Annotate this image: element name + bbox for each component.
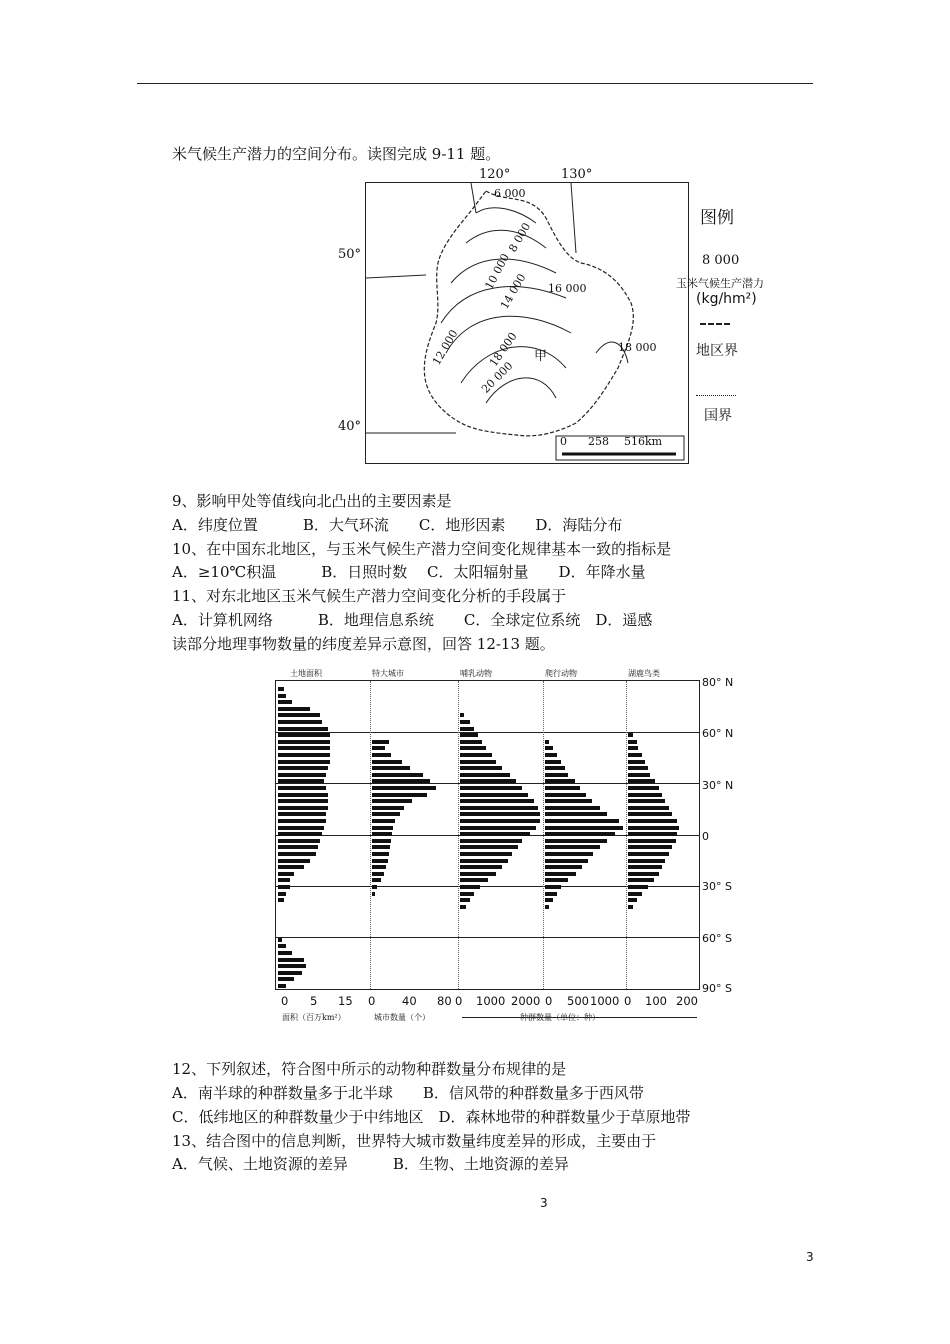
chart-bar — [278, 872, 294, 876]
lat-label: 60° S — [702, 932, 732, 945]
chart-bar — [278, 753, 330, 757]
chart-bar — [460, 885, 480, 889]
chart-bar — [545, 872, 576, 876]
scale-label-258: 258 — [588, 435, 609, 448]
question-line: A．南半球的种群数量多于北半球 B．信风带的种群数量多于西风带 — [172, 1084, 644, 1102]
chart-bar — [278, 958, 304, 962]
scale-label-0: 0 — [560, 435, 567, 448]
legend-contour-value: 8 000 — [702, 253, 740, 268]
chart-bar — [628, 786, 659, 790]
chart-bar — [545, 746, 553, 750]
chart-bar — [545, 773, 568, 777]
chart-bar — [460, 779, 516, 783]
chart-bar — [278, 806, 328, 810]
chart-bar — [278, 819, 326, 823]
question-line: A．气候、土地资源的差异 B．生物、土地资源的差异 — [172, 1155, 569, 1173]
tick-label: 40 — [402, 994, 417, 1008]
chart-bar — [545, 793, 586, 797]
contour-label: 12 000 — [429, 327, 461, 368]
chart-bar — [278, 773, 326, 777]
chart-bar — [372, 806, 404, 810]
chart-bar — [278, 746, 330, 750]
chart-bar — [278, 852, 316, 856]
chart-bar — [372, 859, 388, 863]
panel-title: 爬行动物 — [545, 669, 577, 678]
legend-unit: (kg/hm²) — [696, 291, 757, 307]
chart-bar — [372, 740, 389, 744]
chart-bar — [372, 865, 386, 869]
question-line: 13、结合图中的信息判断，世界特大城市数量纬度差异的形成，主要由于 — [172, 1132, 657, 1150]
chart-bar — [278, 786, 326, 790]
chart-bar — [278, 694, 286, 698]
chart-bar — [278, 984, 286, 988]
chart-bar — [278, 760, 330, 764]
chart-bar — [628, 773, 650, 777]
lat-label: 60° N — [702, 727, 734, 740]
contour-label: 10 000 — [482, 251, 513, 292]
chart-bar — [372, 779, 430, 783]
chart-bar — [460, 746, 486, 750]
chart-bar — [545, 865, 582, 869]
chart-bar — [278, 832, 322, 836]
lat-label: 30° N — [702, 779, 734, 792]
tick-label: 500 — [567, 994, 589, 1008]
chart-bar — [372, 872, 384, 876]
chart-bar — [628, 898, 637, 902]
contour-label: 14 000 — [497, 271, 529, 312]
panel-title: 特大城市 — [372, 669, 404, 678]
chart-bar — [460, 839, 522, 843]
chart-bar — [545, 826, 623, 830]
chart-bar — [278, 839, 320, 843]
contour-label: 8 000 — [506, 220, 534, 255]
chart-bar — [545, 799, 592, 803]
question-line: A．纬度位置 B．大气环流 C．地形因素 D．海陆分布 — [172, 516, 623, 534]
lon-label-120: 120° — [479, 167, 511, 182]
chart-bar — [545, 806, 600, 810]
chart-bar — [460, 832, 530, 836]
chart-bar — [628, 878, 654, 882]
chart-bar — [545, 885, 561, 889]
chart-bar — [545, 905, 549, 909]
tick-label: 1000 — [476, 994, 506, 1008]
chart-bar — [460, 905, 466, 909]
chart-bar — [628, 740, 637, 744]
chart-bar — [278, 898, 284, 902]
chart-bar — [460, 760, 496, 764]
chart-bar — [460, 720, 470, 724]
legend-national-boundary: 国界 — [704, 408, 732, 424]
chart-bar — [372, 885, 377, 889]
legend-dash-symbol — [700, 323, 730, 325]
chart-bar — [278, 713, 320, 717]
chart-bar — [278, 707, 310, 711]
chart-bar — [372, 793, 427, 797]
chart-bar — [278, 878, 290, 882]
chart-bar — [545, 832, 615, 836]
chart-bar — [545, 819, 619, 823]
chart-bar — [372, 878, 381, 882]
chart-bar — [628, 885, 648, 889]
chart-bar — [460, 806, 538, 810]
contour-label: 16 000 — [548, 282, 587, 295]
question-line: 9、影响甲处等值线向北凸出的主要因素是 — [172, 492, 452, 510]
gridline-60n — [276, 732, 699, 733]
panel-separator — [458, 681, 459, 989]
chart-bar — [545, 845, 600, 849]
tick-label: 1000 — [590, 994, 620, 1008]
chart-bar — [372, 845, 390, 849]
chart-bar — [628, 779, 655, 783]
question-line: 12、下列叙述，符合图中所示的动物种群数量分布规律的是 — [172, 1060, 567, 1078]
top-rule — [137, 83, 813, 84]
chart-bar — [460, 753, 492, 757]
chart-bar — [460, 826, 536, 830]
panel-title: 土地面积 — [290, 669, 322, 678]
chart-bar — [460, 845, 518, 849]
chart-bar — [545, 753, 557, 757]
chart-bar — [372, 832, 392, 836]
tick-label: 0 — [545, 994, 553, 1008]
legend-national-symbol — [696, 395, 736, 396]
tick-label: 15 — [338, 994, 353, 1008]
chart-bar — [278, 733, 330, 737]
tick-label: 2000 — [511, 994, 541, 1008]
chart-bar — [372, 766, 410, 770]
chart-bar — [372, 812, 400, 816]
tick-label: 0 — [455, 994, 463, 1008]
chart-bar — [372, 819, 395, 823]
chart-bar — [460, 852, 512, 856]
chart-bar — [372, 799, 412, 803]
chart-bar — [628, 806, 669, 810]
chart-bar — [545, 779, 575, 783]
lat-label: 80° N — [702, 676, 734, 689]
chart-bar — [460, 878, 488, 882]
chart-bar — [628, 826, 679, 830]
unit-label: 面积（百万km²） — [282, 1013, 346, 1022]
chart-bar — [278, 700, 292, 704]
chart-bar — [545, 892, 557, 896]
chart-bar — [545, 786, 580, 790]
chart-bar — [545, 878, 568, 882]
chart-bar — [628, 799, 665, 803]
scale-label-516: 516km — [624, 435, 663, 448]
legend-title: 图例 — [700, 208, 734, 228]
chart-bar — [278, 944, 286, 948]
chart-bar — [372, 852, 389, 856]
chart-bar — [372, 753, 391, 757]
chart-bar — [545, 760, 561, 764]
chart-bar — [628, 812, 672, 816]
chart-bar — [628, 905, 633, 909]
lat-label-50: 50° — [338, 247, 362, 262]
tick-label: 100 — [645, 994, 667, 1008]
chart-bar — [372, 839, 391, 843]
tick-label: 80 — [437, 994, 452, 1008]
chart-bar — [545, 852, 593, 856]
lat-label-40: 40° — [338, 419, 362, 434]
chart-bar — [460, 773, 510, 777]
chart-bar — [278, 799, 328, 803]
chart-bar — [278, 938, 282, 942]
chart-bar — [460, 892, 474, 896]
chart-bar — [460, 727, 474, 731]
chart-bar — [628, 892, 642, 896]
chart-bar — [460, 819, 540, 823]
chart-bar — [278, 977, 294, 981]
panel-separator — [370, 681, 371, 989]
chart-bar — [628, 859, 665, 863]
chart-bar — [545, 740, 549, 744]
chart-bar — [460, 766, 502, 770]
chart-bar — [628, 852, 669, 856]
chart-bar — [278, 859, 310, 863]
chart-bar — [278, 766, 328, 770]
chart-bar — [278, 951, 292, 955]
chart-bar — [628, 746, 638, 750]
page-number-outer: 3 — [806, 1250, 814, 1264]
chart-bar — [545, 839, 607, 843]
chart-bar — [460, 713, 464, 717]
lat-label: 90° S — [702, 982, 732, 995]
chart-bar — [372, 892, 375, 896]
contour-label: 18 000 — [618, 341, 657, 354]
chart-bar — [460, 872, 496, 876]
chart-bar — [372, 786, 436, 790]
point-jia-label: 甲 — [534, 349, 548, 364]
chart-bar — [545, 812, 607, 816]
contour-label: 6 000 — [494, 187, 526, 200]
panel-separator — [543, 681, 544, 989]
chart-bar — [278, 720, 322, 724]
chart-bar — [545, 898, 553, 902]
chart-bar — [278, 687, 284, 691]
question-line: 10、在中国东北地区，与玉米气候生产潜力空间变化规律基本一致的指标是 — [172, 540, 672, 558]
chart-bar — [628, 872, 659, 876]
chart-bar — [460, 865, 502, 869]
page-number-inner: 3 — [540, 1196, 548, 1210]
legend-contour-desc: 玉米气候生产潜力 — [676, 277, 764, 290]
chart-bar — [278, 740, 330, 744]
panel-title: 哺乳动物 — [460, 669, 492, 678]
chart-bar — [278, 812, 326, 816]
legend-region-boundary: 地区界 — [696, 343, 738, 359]
lat-label: 30° S — [702, 880, 732, 893]
chart-bar — [460, 898, 470, 902]
chart-bar — [372, 760, 402, 764]
chart-bar — [278, 964, 306, 968]
chart-bar — [628, 760, 645, 764]
intro-line: 米气候生产潜力的空间分布。读图完成 9-11 题。 — [172, 145, 501, 163]
northeast-china-map — [338, 167, 689, 464]
latitude-chart — [275, 680, 700, 990]
chart-bar — [460, 799, 534, 803]
chart-bar — [628, 839, 676, 843]
chart-bar — [278, 971, 302, 975]
contour-label: 18 000 — [486, 330, 520, 369]
chart-bar — [278, 845, 318, 849]
lat-label: 0 — [702, 830, 709, 843]
gridline-60s — [276, 937, 699, 938]
chart-bar — [545, 766, 565, 770]
unit-label: 城市数量（个） — [374, 1013, 430, 1022]
question-line: A．≥10℃积温 B．日照时数 C．太阳辐射量 D．年降水量 — [172, 563, 646, 581]
chart-bar — [278, 779, 324, 783]
question-line: A．计算机网络 B．地理信息系统 C．全球定位系统 D．遥感 — [172, 611, 653, 629]
chart-bar — [372, 746, 385, 750]
chart-bar — [545, 859, 588, 863]
question-line: 11、对东北地区玉米气候生产潜力空间变化分析的手段属于 — [172, 587, 567, 605]
contour-label: 20 000 — [479, 359, 516, 396]
panel-separator — [626, 681, 627, 989]
chart-bar — [278, 885, 290, 889]
question-line: 读部分地理事物数量的纬度差异示意图，回答 12-13 题。 — [172, 635, 555, 653]
chart-bar — [460, 793, 528, 797]
chart-bar — [628, 819, 677, 823]
chart-bar — [278, 892, 286, 896]
tick-label: 0 — [368, 994, 376, 1008]
chart-bar — [460, 812, 540, 816]
panel-title: 湖鹿鸟类 — [628, 669, 660, 678]
chart-bar — [628, 793, 662, 797]
chart-bar — [628, 832, 677, 836]
unit-arrow-line — [462, 1017, 697, 1018]
question-line: C．低纬地区的种群数量少于中纬地区 D．森林地带的种群数量少于草原地带 — [172, 1108, 691, 1126]
chart-bar — [460, 859, 508, 863]
chart-bar — [372, 773, 423, 777]
tick-label: 0 — [624, 994, 632, 1008]
chart-bar — [278, 793, 328, 797]
chart-bar — [628, 753, 642, 757]
tick-label: 0 — [281, 994, 289, 1008]
unit-label: 种群数量（单位：种） — [520, 1013, 600, 1022]
lon-label-130: 130° — [561, 167, 593, 182]
tick-label: 200 — [676, 994, 698, 1008]
chart-bar — [628, 766, 648, 770]
chart-bar — [628, 733, 633, 737]
chart-bar — [460, 740, 482, 744]
tick-label: 5 — [310, 994, 318, 1008]
chart-bar — [460, 733, 478, 737]
chart-bar — [628, 865, 662, 869]
chart-bar — [460, 786, 522, 790]
chart-bar — [372, 826, 393, 830]
chart-bar — [278, 727, 328, 731]
chart-bar — [628, 845, 672, 849]
chart-bar — [278, 865, 304, 869]
chart-bar — [278, 826, 324, 830]
